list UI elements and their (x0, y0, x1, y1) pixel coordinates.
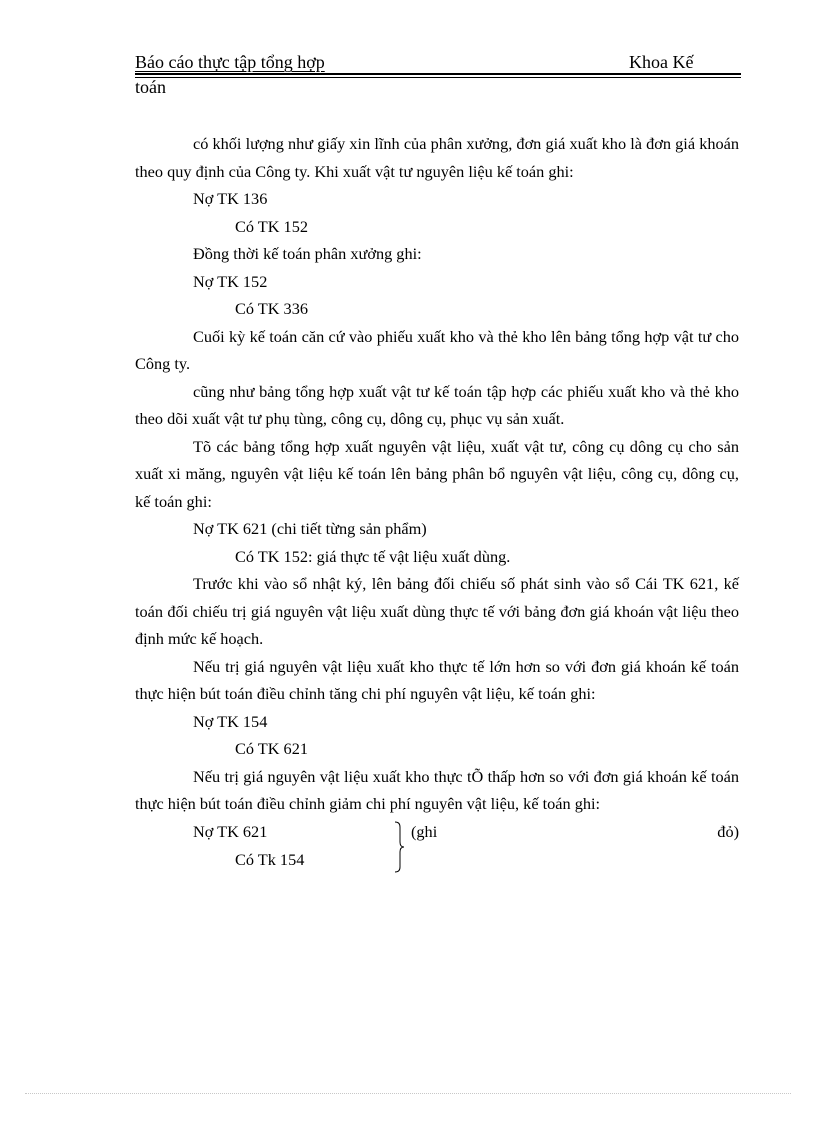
entry-credit-621: Có TK 621 (235, 739, 308, 758)
paragraph-2: Đồng thời kế toán phân xưởng ghi: (193, 244, 422, 263)
header-department-continued: toán (135, 77, 166, 97)
entry-credit-152: Có TK 152 (235, 216, 308, 236)
note-ghi: (ghi (411, 821, 438, 841)
entry-debit-621: Nợ TK 621 (chi tiết từng sản phẩm) (193, 519, 427, 538)
entry-credit-152-actual: Có TK 152: giá thực tế vật liệu xuất dùng. (235, 546, 511, 566)
entry-credit-154-red: Có Tk 154 (235, 849, 305, 869)
paragraph-6: Trước khi vào sổ nhật ký, lên bảng đối chiếu số phát sinh vào sổ Cái TK 621, kế toán đối chiếu trị giá nguyên vật liệu xuất dùng thực tế với bảng đơn giá khoán vật liệu theo định mức kế hoạch. (135, 574, 739, 648)
page-header (135, 51, 741, 75)
paragraph-4: cũng như bảng tổng hợp xuất vật tư kế toán tập hợp các phiếu xuất kho và thẻ kho theo dõi xuất vật tư phụ tùng, công cụ, dông cụ, phục vụ sản xuất. (135, 381, 739, 428)
paragraph-8: Nếu trị giá nguyên vật liệu xuất kho thực tÕ thấp hơn so với đơn giá khoán kế toán thực hiện bút toán điều chỉnh giảm chi phí nguyên vật liệu, kế toán ghi: (135, 766, 739, 813)
header-department: Khoa Kế (629, 52, 694, 72)
entry-debit-136: Nợ TK 136 (193, 189, 268, 208)
paragraph-1: có khối lượng như giấy xin lĩnh của phân xưởng, đơn giá xuất kho là đơn giá khoán theo quy định của Công ty. Khi xuất vật tư nguyên liệu kế toán ghi: (135, 134, 739, 181)
paragraph-5: Tõ các bảng tổng hợp xuất nguyên vật liệu, xuất vật tư, công cụ dông cụ cho sản xuất xi măng, nguyên vật liệu kế toán lên bảng phân bổ nguyên vật liệu, công cụ, dông cụ, kế toán ghi: (135, 436, 739, 511)
entry-debit-154: Nợ TK 154 (193, 711, 268, 731)
note-do: đỏ) (717, 821, 739, 841)
entry-credit-336: Có TK 336 (235, 299, 308, 318)
brace-icon (393, 821, 405, 873)
red-entry-block (135, 818, 739, 876)
header-report-title: Báo cáo thực tập tổng hợp (135, 52, 325, 72)
entry-debit-621-red: Nợ TK 621 (193, 821, 268, 841)
entry-debit-152: Nợ TK 152 (193, 271, 268, 291)
document-body (135, 130, 739, 876)
paragraph-7: Nếu trị giá nguyên vật liệu xuất kho thực tế lớn hơn so với đơn giá khoán kế toán thực hiện bút toán điều chỉnh tăng chi phí nguyên vật liệu, kế toán ghi: (135, 656, 739, 703)
page-bottom-divider (25, 1093, 791, 1094)
paragraph-3: Cuối kỳ kế toán căn cứ vào phiếu xuất kho và thẻ kho lên bảng tổng hợp vật tư cho Công ty. (135, 326, 739, 373)
